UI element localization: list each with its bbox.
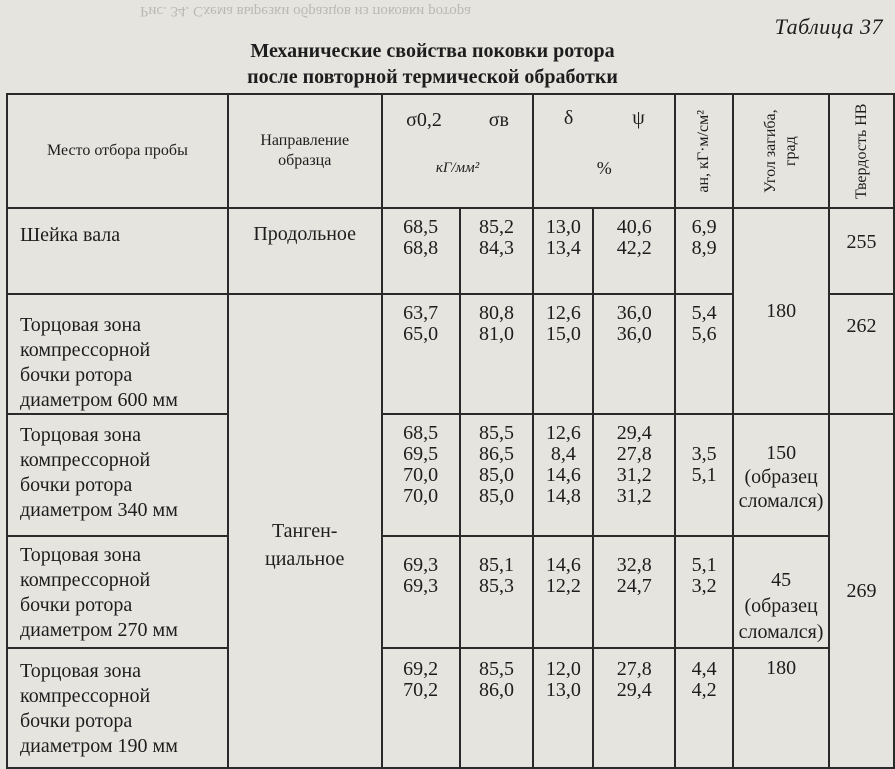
sigmab-cell: 80,8 81,0: [460, 294, 534, 414]
bend-cell-4: 180: [733, 648, 829, 768]
bend-cell-2: 150 (образец сломался): [733, 414, 829, 536]
psi-cell: 29,4 27,8 31,2 31,2: [593, 414, 675, 536]
header-psi: ψ: [632, 107, 645, 129]
sigma02-cell: 69,3 69,3: [382, 536, 460, 648]
title-line-1: Механические свойства поковки ротора: [250, 40, 615, 62]
header-bend-angle: Угол загиба, град: [733, 94, 829, 208]
table-title: [0, 38, 895, 90]
mirrored-background-text: Рис. 34. Схема вырезки образцов из поковки ротора: [140, 3, 471, 19]
psi-cell: 36,0 36,0: [593, 294, 675, 414]
header-ductility: [533, 94, 675, 208]
bend-cell-1: 180: [733, 208, 829, 414]
impact-cell: 4,4 4,2: [675, 648, 733, 768]
table-number: Таблица 37: [774, 14, 883, 39]
bend-cell-3: 45 (образец сломался): [733, 536, 829, 648]
properties-table: [6, 93, 895, 769]
place-cell: Торцовая зона компрессорной бочки ротора диаметром 270 мм: [7, 536, 228, 648]
hardness-cell-2: 262: [829, 294, 894, 414]
direction-tangential: Танген- циальное: [228, 294, 382, 768]
sigma02-cell: 68,5 69,5 70,0 70,0: [382, 414, 460, 536]
delta-cell: 12,6 15,0: [533, 294, 593, 414]
psi-cell: 27,8 29,4: [593, 648, 675, 768]
place-cell: Торцовая зона компрессорной бочки ротора диаметром 600 мм: [7, 294, 228, 414]
psi-cell: 32,8 24,7: [593, 536, 675, 648]
sigma02-cell: 63,7 65,0: [382, 294, 460, 414]
sigmab-cell: 85,2 84,3: [460, 208, 534, 294]
hardness-cell-3: 269: [829, 414, 894, 768]
place-cell: Торцовая зона компрессорной бочки ротора диаметром 190 мм: [7, 648, 228, 768]
direction-longitudinal: Продольное: [228, 208, 382, 294]
impact-cell: 3,5 5,1: [675, 414, 733, 536]
impact-cell: 5,1 3,2: [675, 536, 733, 648]
stress-unit: кГ/мм²: [435, 160, 480, 176]
sigmab-cell: 85,5 86,5 85,0 85,0: [460, 414, 534, 536]
place-cell: Торцовая зона компрессорной бочки ротора диаметром 340 мм: [7, 414, 228, 536]
header-impact: aн, кГ·м/см²: [675, 94, 733, 208]
header-row: [7, 94, 894, 208]
sigmab-cell: 85,1 85,3: [460, 536, 534, 648]
header-stress: [382, 94, 534, 208]
delta-cell: 13,0 13,4: [533, 208, 593, 294]
header-hardness: Твердость HB: [829, 94, 894, 208]
percent-unit: %: [596, 158, 612, 178]
impact-cell: 6,9 8,9: [675, 208, 733, 294]
delta-cell: 12,0 13,0: [533, 648, 593, 768]
hardness-cell-1: 255: [829, 208, 894, 294]
header-delta: δ: [563, 107, 574, 129]
header-sigmab: σв: [488, 109, 509, 131]
psi-cell: 40,6 42,2: [593, 208, 675, 294]
table-row: [7, 414, 894, 536]
sigmab-cell: 85,5 86,0: [460, 648, 534, 768]
table-row: [7, 208, 894, 294]
header-sigma02: σ0,2: [406, 109, 442, 131]
table-row: [7, 536, 894, 648]
title-line-2: после повторной термической обработки: [247, 66, 618, 88]
place-cell: Шейка вала: [7, 208, 228, 294]
header-place: Место отбора пробы: [7, 94, 228, 208]
delta-cell: 12,6 8,4 14,6 14,8: [533, 414, 593, 536]
delta-cell: 14,6 12,2: [533, 536, 593, 648]
sigma02-cell: 68,5 68,8: [382, 208, 460, 294]
header-direction: Направление образца: [228, 94, 382, 208]
sigma02-cell: 69,2 70,2: [382, 648, 460, 768]
impact-cell: 5,4 5,6: [675, 294, 733, 414]
table-row: [7, 648, 894, 768]
